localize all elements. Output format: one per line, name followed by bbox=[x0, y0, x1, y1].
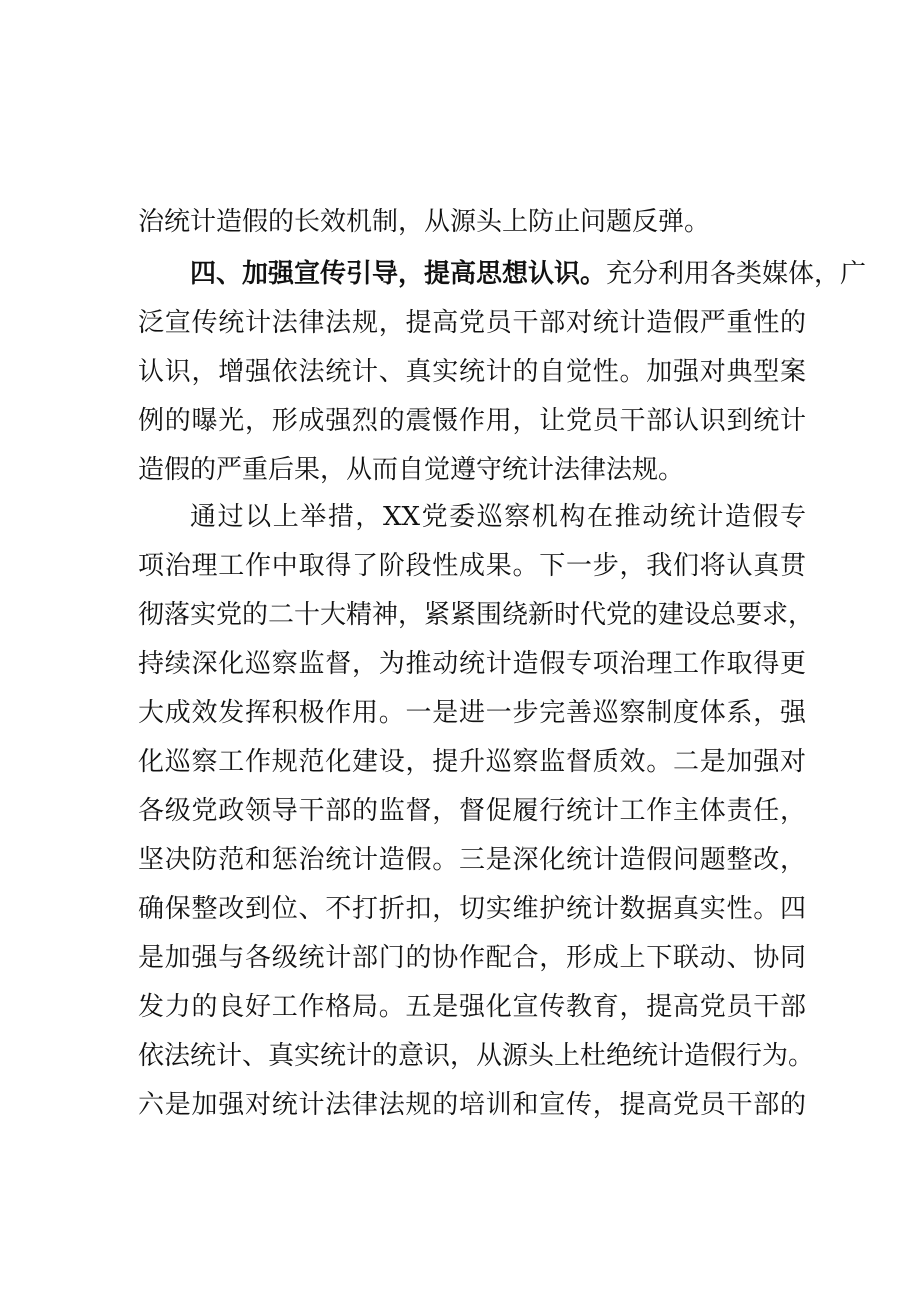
text-line: 坚决防范和惩治统计造假。三是深化统计造假问题整改， bbox=[138, 845, 806, 875]
text-line: 是加强与各级统计部门的协作配合，形成上下联动、协同 bbox=[138, 943, 806, 973]
text-line: 例的曝光，形成强烈的震慑作用，让党员干部认识到统计 bbox=[138, 406, 806, 436]
text-line: 大成效发挥积极作用。一是进一步完善巡察制度体系，强 bbox=[138, 698, 806, 728]
section-four-paragraph bbox=[138, 250, 867, 495]
text-line: 泛宣传统计法律法规，提高党员干部对统计造假严重性的 bbox=[138, 308, 806, 338]
paragraph-continuation bbox=[138, 198, 806, 247]
text-line: 发力的良好工作格局。五是强化宣传教育，提高党员干部 bbox=[138, 992, 806, 1022]
text-line: 依法统计、真实统计的意识，从源头上杜绝统计造假行为。 bbox=[138, 1041, 815, 1071]
heading-line-rest: 充分利用各类媒体，广 bbox=[606, 259, 867, 289]
text-line: 各级党政领导干部的监督，督促履行统计工作主体责任， bbox=[138, 796, 806, 826]
text-line: 项治理工作中取得了阶段性成果。下一步，我们将认真贯 bbox=[138, 551, 806, 581]
text-line: 持续深化巡察监督，为推动统计造假专项治理工作取得更 bbox=[138, 649, 806, 679]
summary-paragraph bbox=[138, 493, 815, 1130]
text-line: 治统计造假的长效机制，从源头上防止问题反弹。 bbox=[138, 207, 711, 237]
section-heading: 四、加强宣传引导，提高思想认识。 bbox=[190, 259, 607, 289]
text-line: 六是加强对统计法律法规的培训和宣传，提高党员干部的 bbox=[138, 1090, 806, 1120]
text-line bbox=[138, 250, 867, 299]
text-line: 确保整改到位、不打折扣，切实维护统计数据真实性。四 bbox=[138, 894, 806, 924]
text-line: 通过以上举措，XX党委巡察机构在推动统计造假专 bbox=[190, 502, 806, 532]
text-line: 彻落实党的二十大精神，紧紧围绕新时代党的建设总要求， bbox=[138, 600, 815, 630]
text-line: 化巡察工作规范化建设，提升巡察监督质效。二是加强对 bbox=[138, 747, 806, 777]
text-line: 造假的严重后果，从而自觉遵守统计法律法规。 bbox=[138, 455, 685, 485]
text-line: 认识，增强依法统计、真实统计的自觉性。加强对典型案 bbox=[138, 357, 806, 387]
